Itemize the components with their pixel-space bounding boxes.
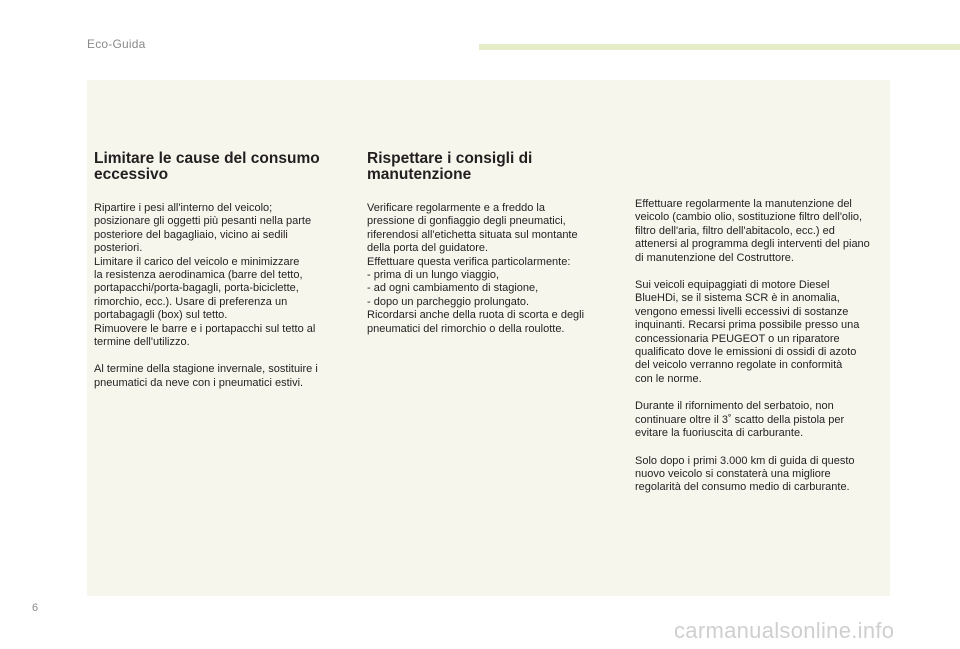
paragraph-load-distribution: Ripartire i pesi all'interno del veicolo; posizionare gli oggetti più pesanti nella parte posteriore del bagagliaio, vicino ai sedili posteriori. Limitare il carico del veicolo e minimizzare la resistenza aerodinamica (barre del tetto, portapacchi/porta-bagagli, porta-biciclette, rimorchio, ecc.). Usare di preferenza un portabagagli (box) sul tetto. Rimuovere le barre e i portapacchi sul tetto al termine dell'utilizzo.	[94, 202, 316, 349]
paragraph-winter-tyres: Al termine della stagione invernale, sostituire i pneumatici da neve con i pneumatici estivi.	[94, 363, 318, 389]
column-consumption	[94, 151, 350, 404]
paragraph-first-km: Solo dopo i primi 3.000 km di guida di questo nuovo veicolo si constaterà una migliore regolarità del consumo medio di carburante.	[635, 454, 855, 494]
watermark: carmanualsonline.info	[674, 618, 895, 643]
page-number: 6	[32, 602, 39, 614]
column-maintenance	[367, 151, 612, 350]
paragraph-scr-system: Sui veicoli equipaggiati di motore Diesel BlueHDi, se il sistema SCR è in anomalia, vengono emessi livelli eccessivi di sostanze inquinanti. Recarsi prima possibile presso una concessionaria PEUGEOT o un riparatore qualificato dove le emissioni di ossidi di azoto del veicolo verranno regolate in conformità con le norme.	[635, 279, 860, 385]
section-title: Eco-Guida	[87, 37, 146, 51]
heading-maintenance-advice: Rispettare i consigli di manutenzione	[367, 150, 533, 183]
heading-limit-consumption: Limitare le cause del consumo eccessivo	[94, 150, 320, 183]
column-maintenance-continued	[635, 198, 887, 509]
paragraph-regular-maintenance: Effettuare regolarmente la manutenzione del veicolo (cambio olio, sostituzione filtro dell'olio, filtro dell'aria, filtro dell'abitacolo, ecc.) ed attenersi al programma degli interventi del piano di manutenzione del Costruttore.	[635, 198, 870, 264]
paragraph-tyre-pressure: Verificare regolarmente e a freddo la pressione di gonfiaggio degli pneumatici, riferendosi all'etichetta situata sul montante della porta del guidatore. Effettuare questa verifica particolarmente: - prima di un lungo viaggio, - ad ogni cambiamento di stagione, - dopo un parcheggio prolungato. Ricordarsi anche della ruota di scorta e degli pneumatici del rimorchio o della roulotte.	[367, 202, 585, 335]
paragraph-refuelling: Durante il rifornimento del serbatoio, non continuare oltre il 3˚ scatto della pistola per evitare la fuoriuscita di carburante.	[635, 400, 845, 440]
header-accent-bar	[479, 44, 960, 50]
